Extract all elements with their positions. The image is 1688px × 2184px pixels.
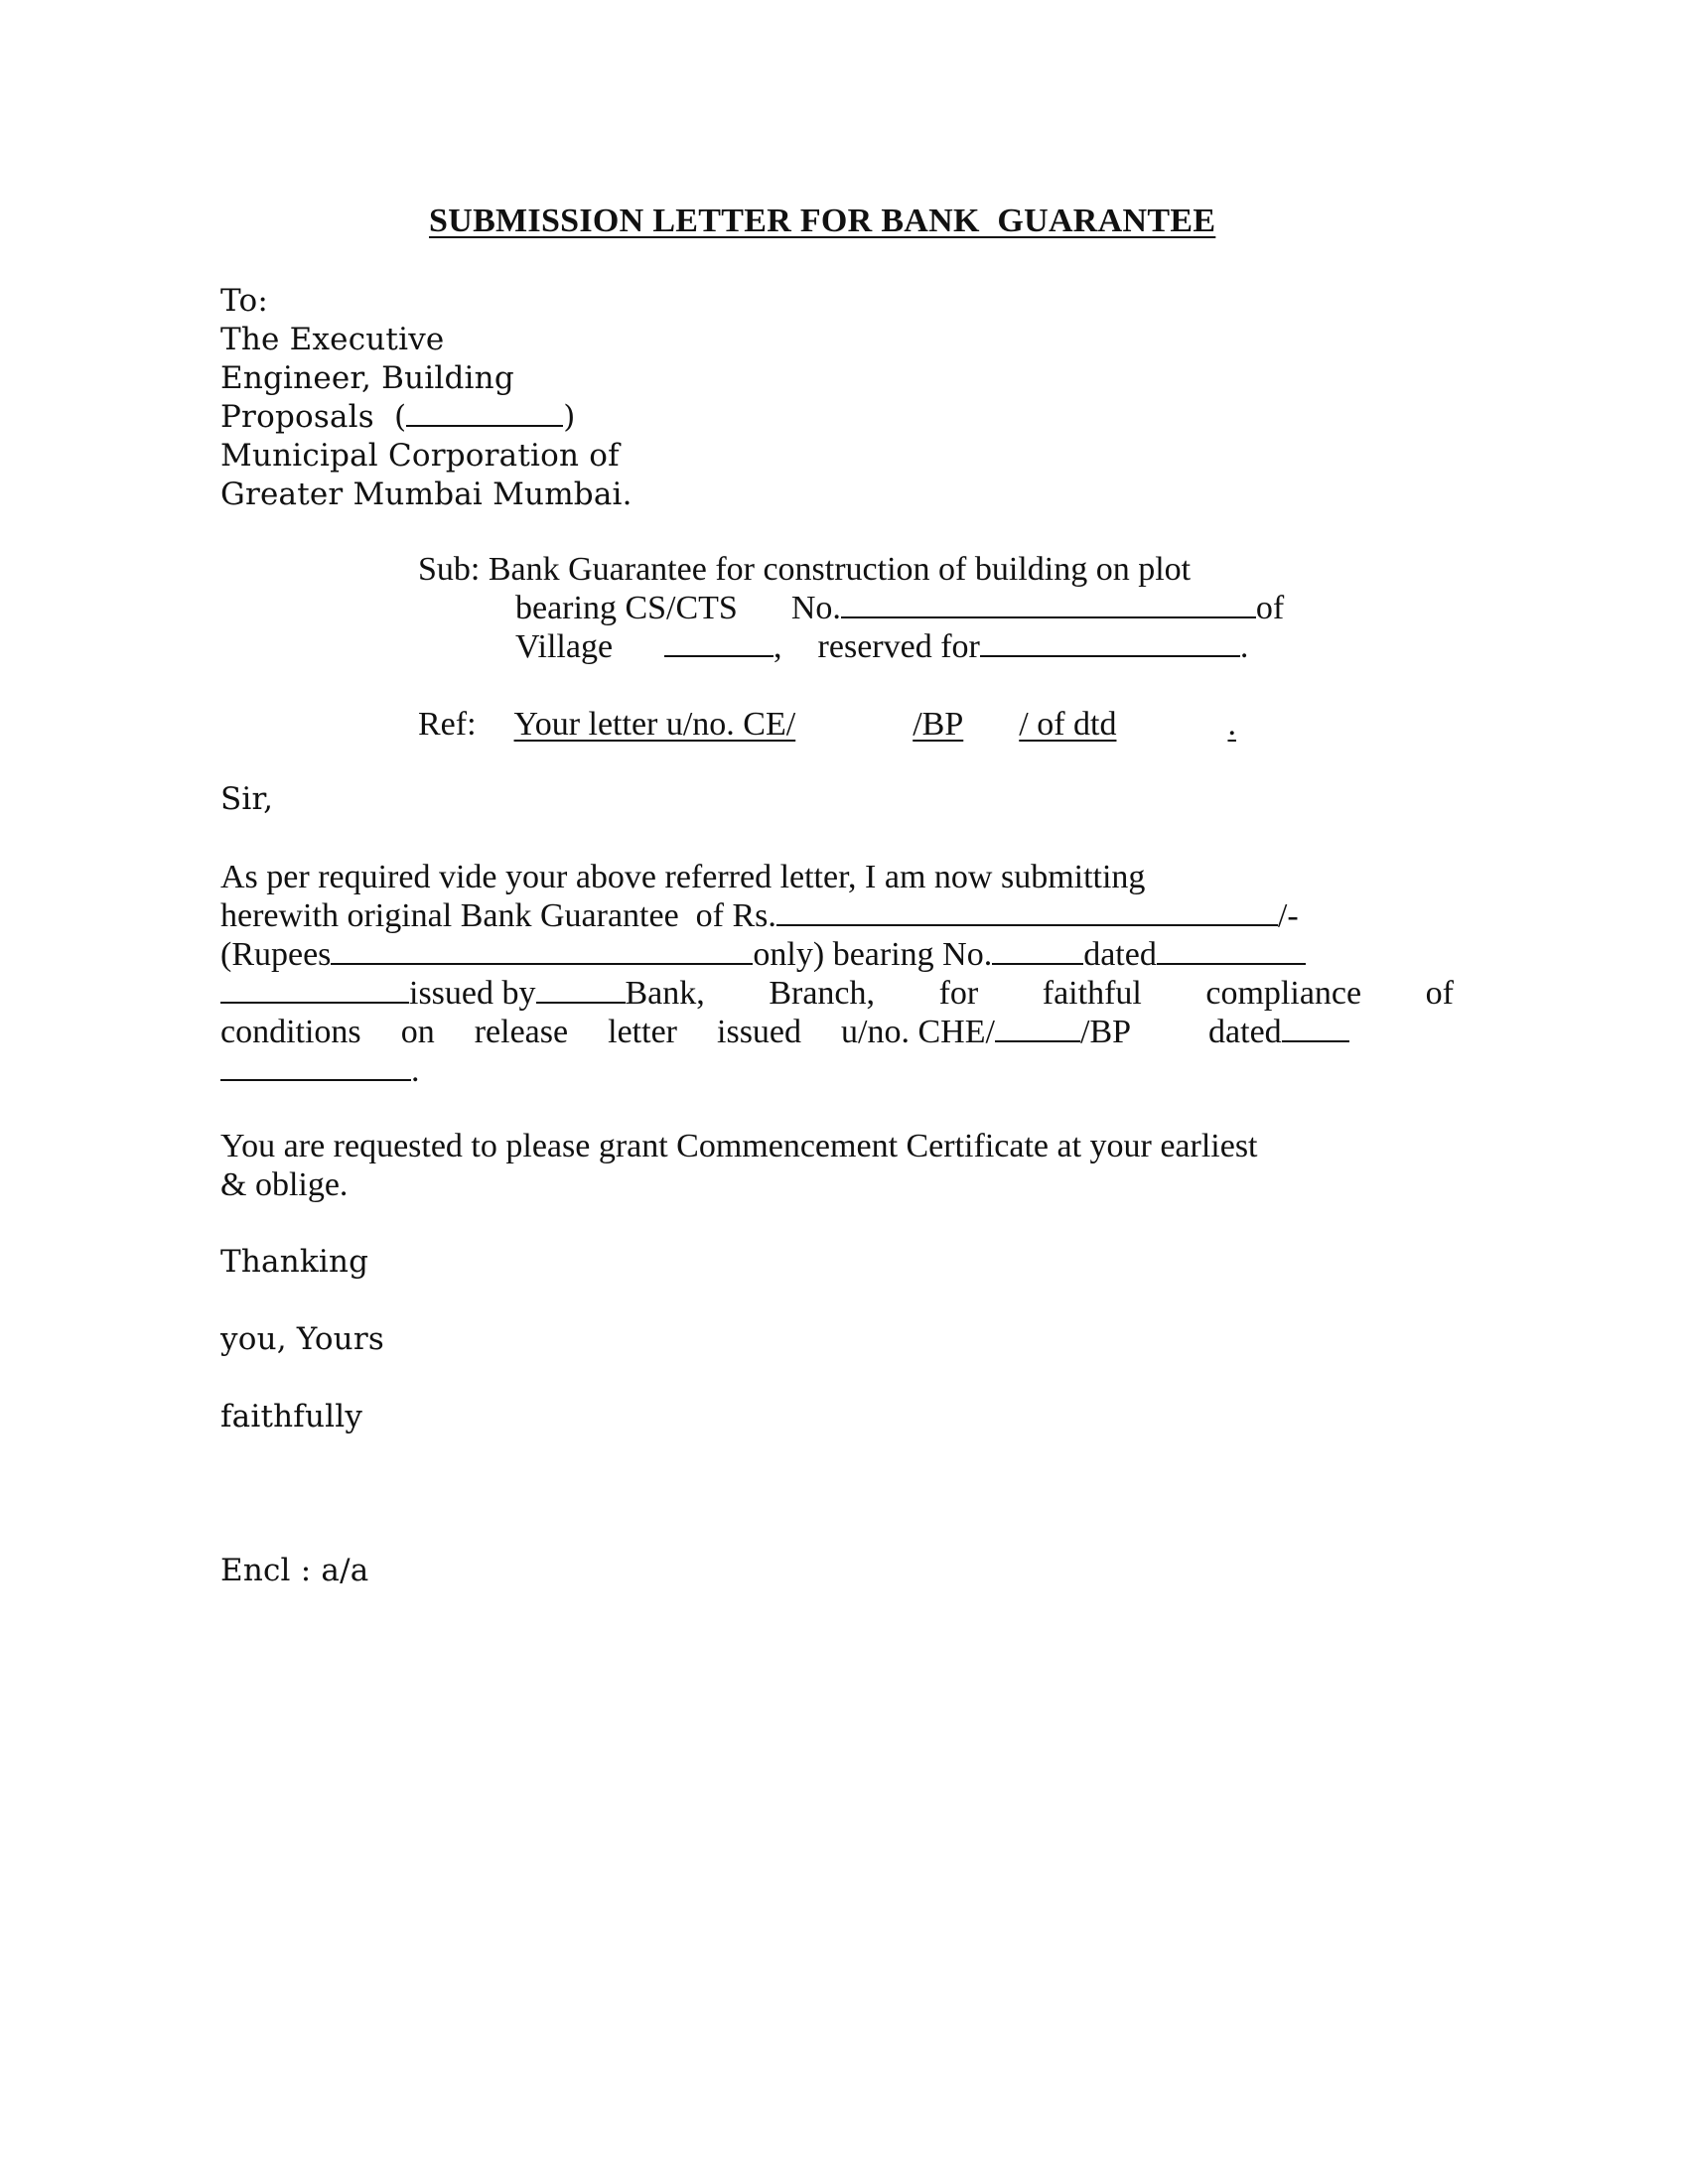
reference-text: [514, 706, 1236, 743]
reserved-for-blank[interactable]: [980, 629, 1240, 657]
body-rs-text: herewith original Bank Guarantee of Rs.: [220, 897, 776, 934]
address-line-4: Municipal Corporation of: [220, 438, 620, 474]
document-title: SUBMISSION LETTER FOR BANK GUARANTEE: [429, 203, 1216, 239]
body-line-4: [220, 974, 1454, 1013]
request-line-2: & oblige.: [220, 1166, 349, 1203]
body-dated-text: dated: [1083, 936, 1157, 973]
salutation: Sir,: [220, 781, 274, 817]
proposals-blank[interactable]: [406, 399, 563, 427]
release-date-continued-blank[interactable]: [220, 1053, 411, 1081]
subject-no-label: No.: [790, 590, 841, 626]
closing-line-1: Thanking: [220, 1244, 369, 1280]
body-bp-text: /BP: [1080, 1014, 1132, 1050]
body-bearing-no-text: only) bearing No.: [753, 936, 993, 973]
body-dated-2-text: dated: [1208, 1014, 1282, 1050]
reference-dtd-text: / of dtd: [1019, 706, 1117, 743]
address-line-5: Greater Mumbai Mumbai.: [220, 477, 633, 512]
address-line-3: [220, 398, 576, 437]
reference-label: Ref:: [418, 706, 477, 743]
subject-reserved-label: reserved for: [817, 628, 980, 665]
subject-line-3: [515, 627, 1248, 666]
village-blank[interactable]: [664, 629, 774, 657]
subject-of-text: of: [1255, 590, 1285, 626]
body-line-5: [220, 1013, 1432, 1051]
subject-period: .: [1239, 628, 1249, 665]
body-for-text: for: [938, 975, 979, 1012]
closing-line-2: you, Yours: [220, 1321, 384, 1357]
body-faithful-text: faithful: [1042, 975, 1142, 1012]
body-letter-text: letter: [608, 1014, 677, 1050]
closing-line-3: faithfully: [220, 1399, 363, 1434]
reference-period: .: [1227, 706, 1236, 743]
subject-label: Sub:: [418, 551, 481, 588]
enclosure-note: Encl : a/a: [220, 1553, 369, 1588]
subject-line-1: [418, 550, 1191, 589]
address-line-2: Engineer, Building: [220, 360, 514, 396]
subject-bearing-text: bearing CS/CTS: [515, 590, 738, 626]
cts-number-blank[interactable]: [841, 591, 1256, 618]
amount-blank[interactable]: [776, 898, 1278, 926]
body-bank-text: Bank,: [625, 975, 705, 1012]
body-che-text: u/no. CHE/: [841, 1014, 995, 1050]
address-proposals-close: ): [563, 399, 576, 435]
bg-date-blank[interactable]: [1157, 937, 1306, 965]
address-proposals-label: Proposals (: [220, 399, 407, 435]
che-number-blank[interactable]: [995, 1015, 1080, 1042]
bg-date-continued-blank[interactable]: [220, 976, 409, 1004]
reference-ce-text: Your letter u/no. CE/: [513, 706, 796, 743]
reference-line: [418, 705, 1236, 744]
body-on-text: on: [400, 1014, 435, 1050]
bg-number-blank[interactable]: [992, 937, 1083, 965]
body-line-6: [220, 1051, 420, 1090]
body-issued-text: issued: [717, 1014, 802, 1050]
issuing-bank-blank[interactable]: [536, 976, 626, 1004]
body-branch-text: Branch,: [769, 975, 876, 1012]
subject-text: Bank Guarantee for construction of building on plot: [488, 551, 1192, 588]
body-line-3: [220, 935, 1306, 974]
request-line-1: You are requested to please grant Commencement Certificate at your earliest: [220, 1128, 1258, 1164]
body-conditions-text: conditions: [220, 1014, 361, 1050]
body-line-6-period: .: [411, 1052, 420, 1089]
subject-comma: ,: [774, 628, 782, 665]
body-release-text: release: [474, 1014, 569, 1050]
address-line-1: The Executive: [220, 322, 445, 357]
body-issued-by-text: issued by: [409, 975, 536, 1012]
body-slash-dash: /-: [1277, 897, 1299, 934]
subject-village-label: Village: [515, 628, 614, 665]
body-compliance-text: compliance: [1205, 975, 1362, 1012]
subject-line-2: [515, 589, 1284, 627]
release-date-blank[interactable]: [1282, 1015, 1349, 1042]
body-rupees-text: (Rupees: [220, 936, 332, 973]
address-to: To:: [220, 283, 268, 319]
reference-bp-text: /BP: [913, 706, 964, 743]
rupees-words-blank[interactable]: [331, 937, 753, 965]
body-line-1: As per required vide your above referred letter, I am now submitting: [220, 859, 1146, 895]
body-of-text: of: [1425, 975, 1454, 1012]
body-line-2: [220, 896, 1299, 935]
